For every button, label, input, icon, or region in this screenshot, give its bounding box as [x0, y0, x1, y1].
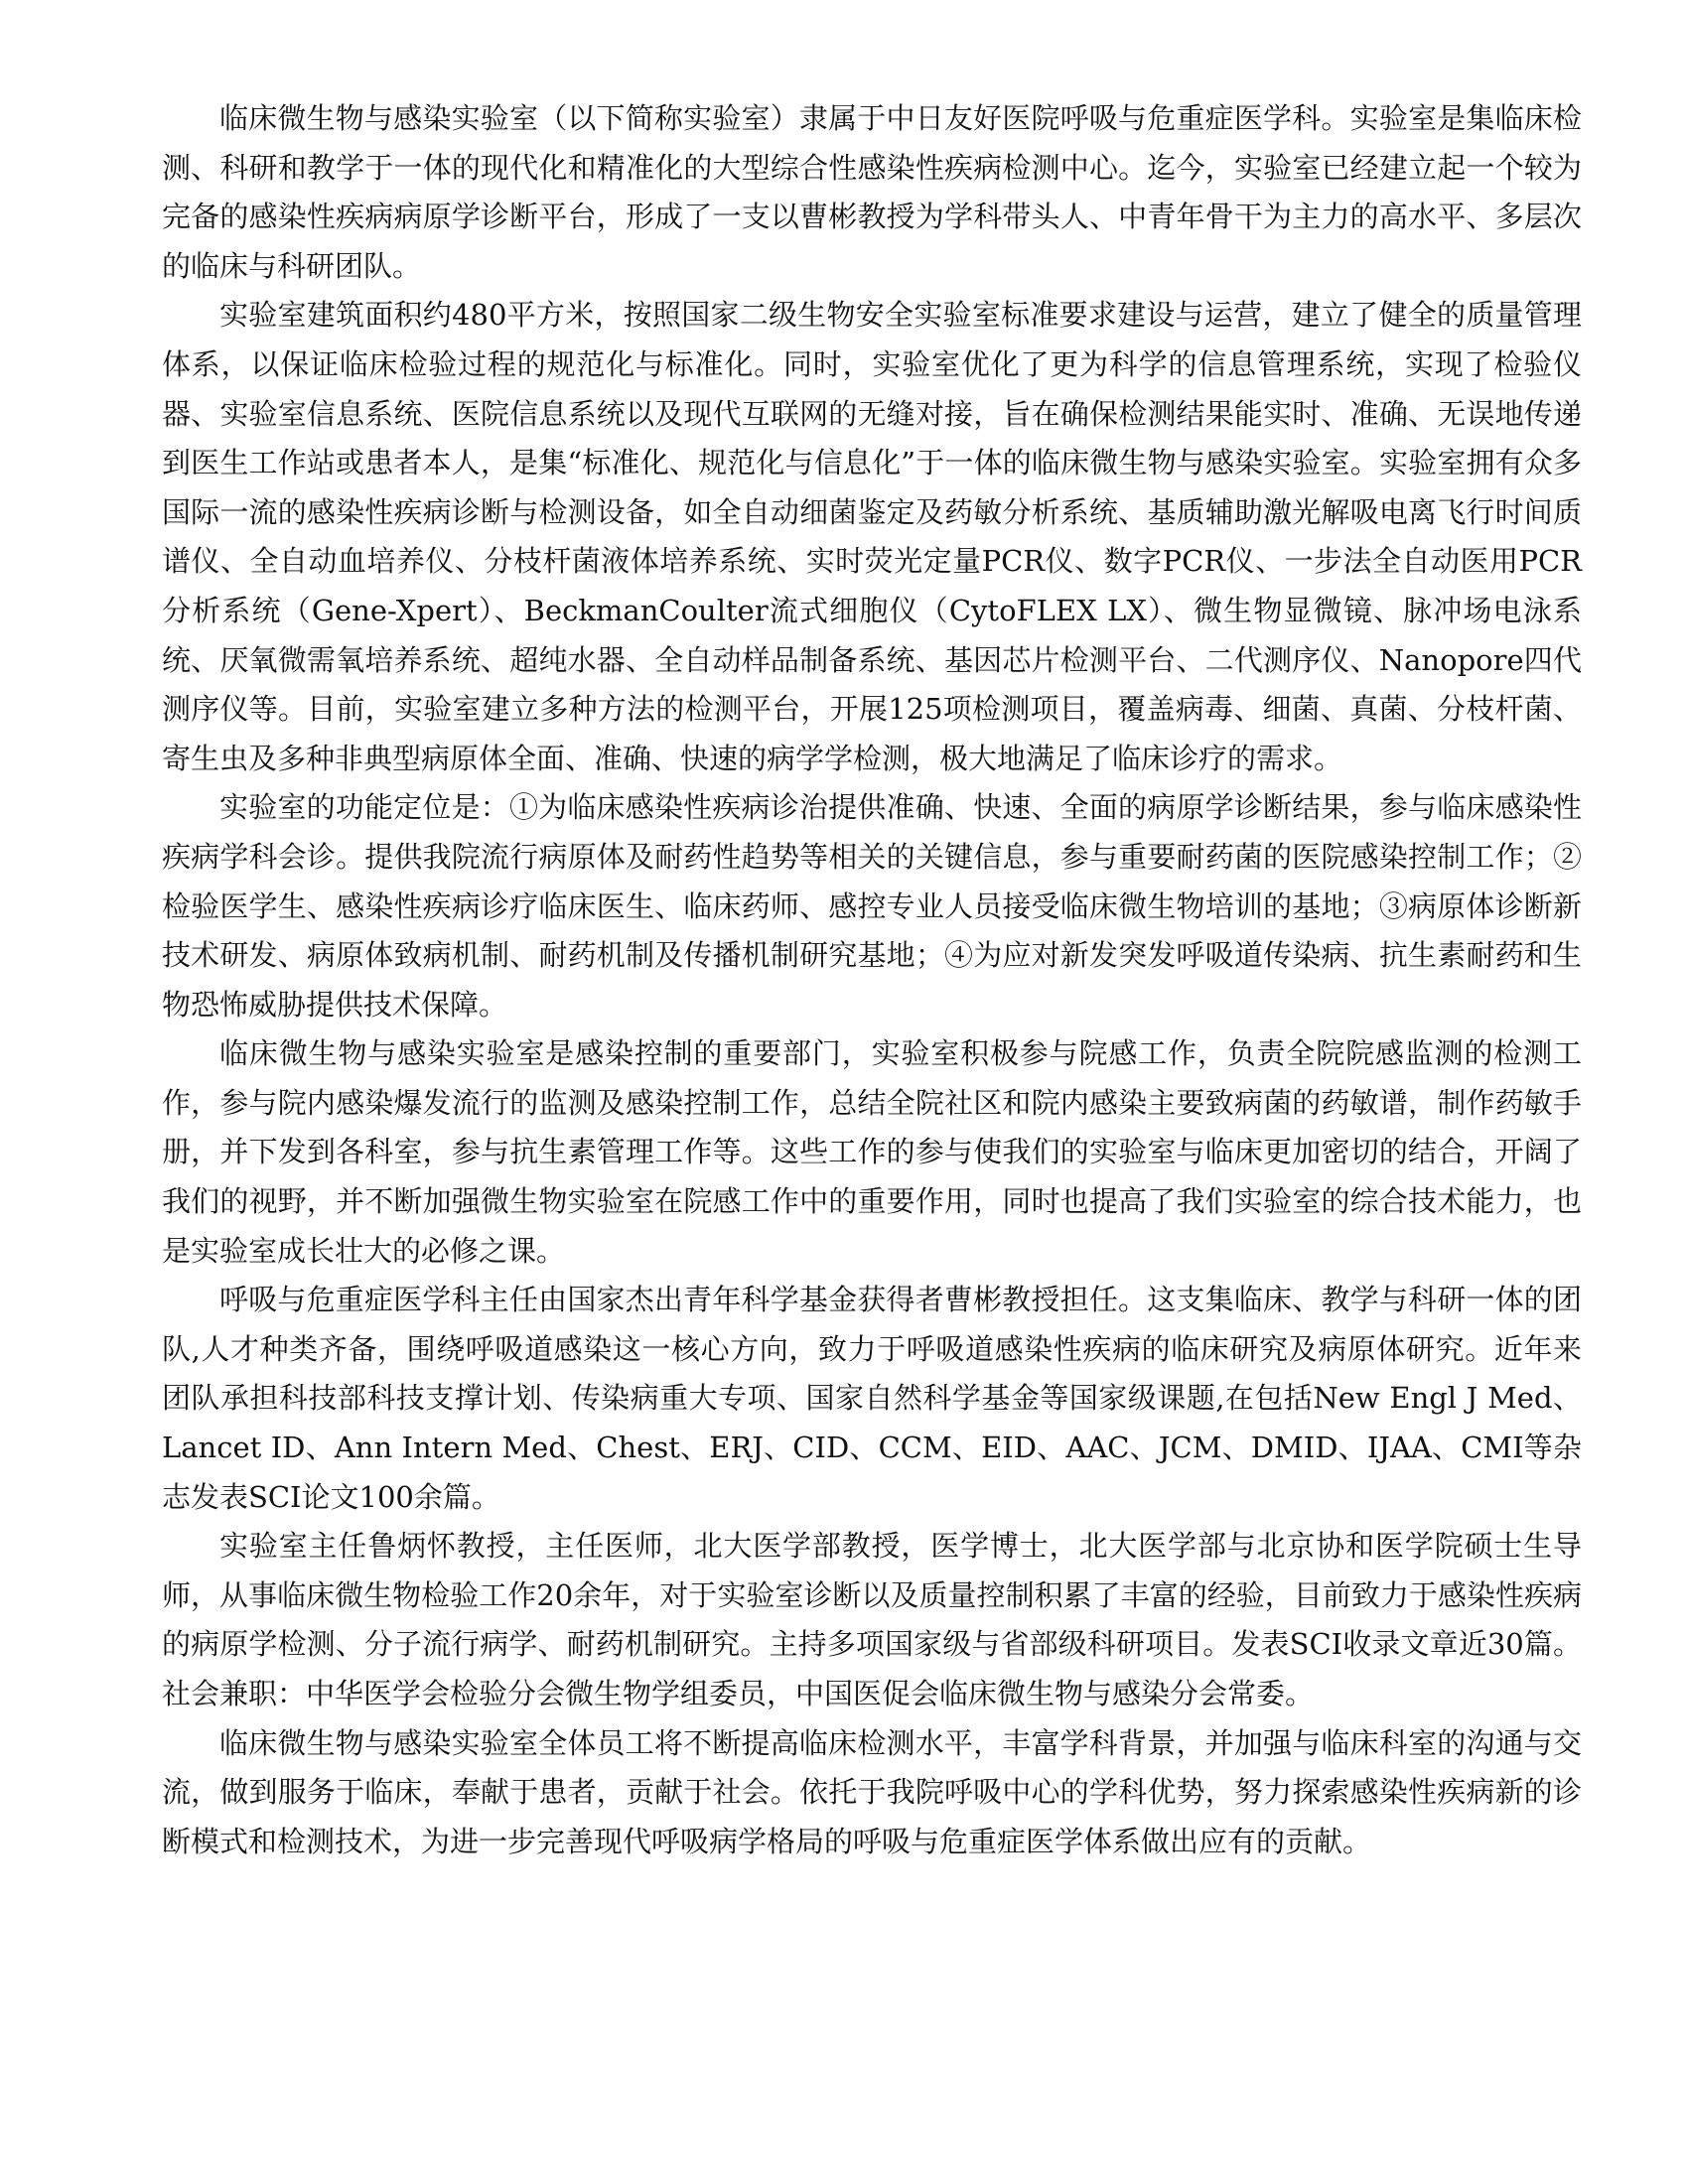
- paragraph-functions: 实验室的功能定位是：①为临床感染性疾病诊治提供准确、快速、全面的病原学诊断结果，参与临床感染性疾病学科会诊。提供我院流行病原体及耐药性趋势等相关的关键信息，参与重要耐药菌的医院感染控制工作；②检验医学生、感染性疾病诊疗临床医生、临床药师、感控专业人员接受临床微生物培训的基地；③病原体诊断新技术研发、病原体致病机制、耐药机制及传播机制研究基地；④为应对新发突发呼吸道传染病、抗生素耐药和生物恐怖威胁提供技术保障。: [162, 790, 1582, 1022]
- document-body: [162, 94, 1582, 1866]
- paragraph-director: 实验室主任鲁炳怀教授，主任医师，北大医学部教授，医学博士，北大医学部与北京协和医学院硕士生导师，从事临床微生物检验工作20余年，对于实验室诊断以及质量控制积累了丰富的经验，目前致力于感染性疾病的病原学检测、分子流行病学、耐药机制研究。主持多项国家级与省部级科研项目。发表SCI收录文章近30篇。社会兼职：中华医学会检验分会微生物学组委员，中国医促会临床微生物与感染分会常委。: [162, 1529, 1582, 1710]
- paragraph-infection-control: 临床微生物与感染实验室是感染控制的重要部门，实验室积极参与院感工作，负责全院院感监测的检测工作，参与院内感染爆发流行的监测及感染控制工作，总结全院社区和院内感染主要致病菌的药敏谱，制作药敏手册，并下发到各科室，参与抗生素管理工作等。这些工作的参与使我们的实验室与临床更加密切的结合，开阔了我们的视野，并不断加强微生物实验室在院感工作中的重要作用，同时也提高了我们实验室的综合技术能力，也是实验室成长壮大的必修之课。: [162, 1036, 1582, 1268]
- paragraph-introduction: 临床微生物与感染实验室（以下简称实验室）隶属于中日友好医院呼吸与危重症医学科。实验室是集临床检测、科研和教学于一体的现代化和精准化的大型综合性感染性疾病检测中心。迄今，实验室已经建立起一个较为完备的感染性疾病病原学诊断平台，形成了一支以曹彬教授为学科带头人、中青年骨干为主力的高水平、多层次的临床与科研团队。: [162, 101, 1582, 283]
- paragraph-outlook: 临床微生物与感染实验室全体员工将不断提高临床检测水平，丰富学科背景，并加强与临床科室的沟通与交流，做到服务于临床，奉献于患者，贡献于社会。依托于我院呼吸中心的学科优势，努力探索感染性疾病新的诊断模式和检测技术，为进一步完善现代呼吸病学格局的呼吸与危重症医学体系做出应有的贡献。: [162, 1725, 1582, 1858]
- paragraph-facilities: 实验室建筑面积约480平方米，按照国家二级生物安全实验室标准要求建设与运营，建立了健全的质量管理体系，以保证临床检验过程的规范化与标准化。同时，实验室优化了更为科学的信息管理系统，实现了检验仪器、实验室信息系统、医院信息系统以及现代互联网的无缝对接，旨在确保检测结果能实时、准确、无误地传递到医生工作站或患者本人，是集“标准化、规范化与信息化”于一体的临床微生物与感染实验室。实验室拥有众多国际一流的感染性疾病诊断与检测设备，如全自动细菌鉴定及药敏分析系统、基质辅助激光解吸电离飞行时间质谱仪、全自动血培养仪、分枝杆菌液体培养系统、实时荧光定量PCR仪、数字PCR仪、一步法全自动医用PCR分析系统（Gene-Xpert）、BeckmanCoulter流式细胞仪（CytoFLEX LX）、微生物显微镜、脉冲场电泳系统、厌氧微需氧培养系统、超纯水器、全自动样品制备系统、基因芯片检测平台、二代测序仪、Nanopore四代测序仪等。目前，实验室建立多种方法的检测平台，开展125项检测项目，覆盖病毒、细菌、真菌、分枝杆菌、寄生虫及多种非典型病原体全面、准确、快速的病学学检测，极大地满足了临床诊疗的需求。: [162, 298, 1582, 775]
- paragraph-department: 呼吸与危重症医学科主任由国家杰出青年科学基金获得者曹彬教授担任。这支集临床、教学与科研一体的团队,人才种类齐备，围绕呼吸道感染这一核心方向，致力于呼吸道感染性疾病的临床研究及病原体研究。近年来团队承担科技部科技支撑计划、传染病重大专项、国家自然科学基金等国家级课题,在包括New Engl J Med、Lancet ID、Ann Intern Med、Chest、ERJ、CID、CCM、EID、AAC、JCM、DMID、IJAA、CMI等杂志发表SCI论文100余篇。: [162, 1283, 1582, 1514]
